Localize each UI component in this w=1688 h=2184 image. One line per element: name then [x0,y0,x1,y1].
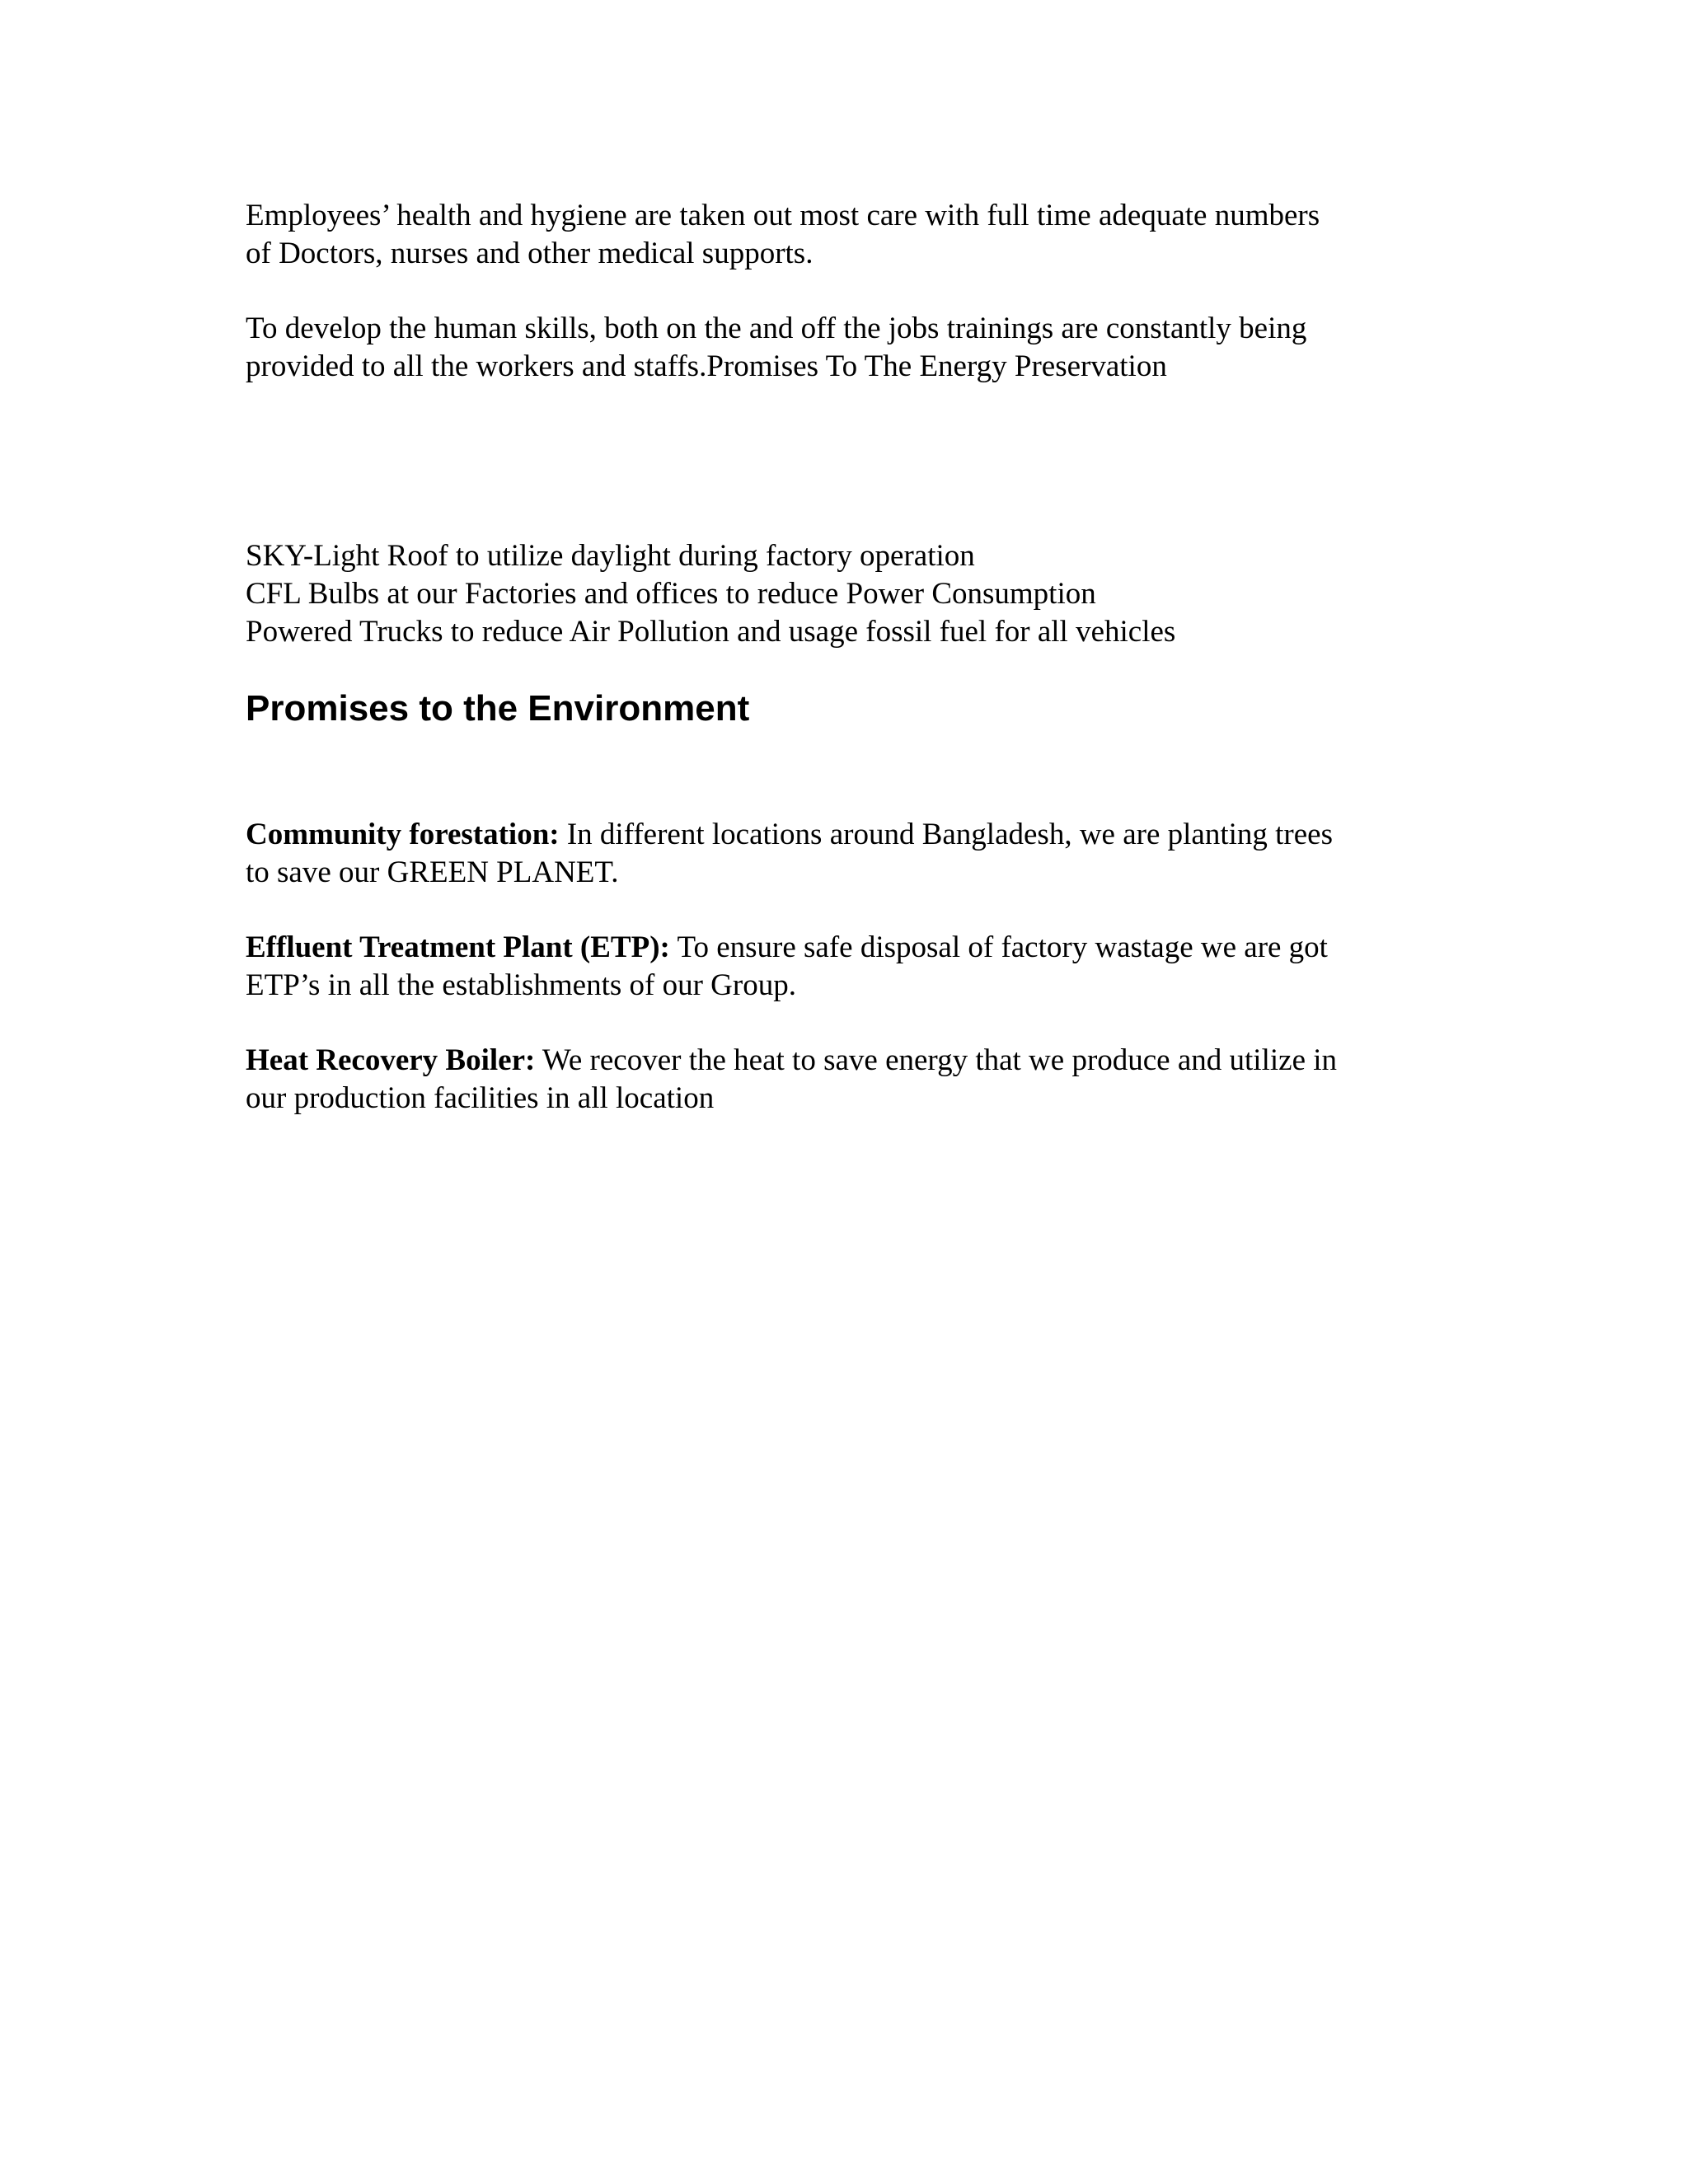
etp-line-1 [246,929,1449,967]
skills-line-1: To develop the human skills, both on the and off the jobs trainings are constantly being [246,312,1307,345]
forestation-line-2: to save our GREEN PLANET. [246,855,619,889]
energy-preservation-list [246,537,1449,651]
boiler-line-2: our production facilities in all location [246,1081,715,1115]
health-line-1: Employees’ health and hygiene are taken out most care with full time adequate numbers [246,199,1320,232]
boiler-line-1 [246,1042,1449,1080]
forestation-paragraph [246,816,1449,892]
forestation-text: In different locations around Bangladesh, we are planting trees [559,818,1333,851]
etp-paragraph [246,929,1449,1005]
etp-label: Effluent Treatment Plant (ETP): [246,930,670,964]
forestation-label: Community forestation: [246,818,560,851]
health-line-2: of Doctors, nurses and other medical supports. [246,237,814,270]
etp-text: To ensure safe disposal of factory wastage we are got [669,930,1328,964]
environment-heading: Promises to the Environment [246,688,750,729]
skills-line-2: provided to all the workers and staffs.Promises To The Energy Preservation [246,349,1167,383]
energy-item-powered-trucks: Powered Trucks to reduce Air Pollution and usage fossil fuel for all vehicles [246,615,1176,649]
skills-paragraph [246,310,1449,386]
etp-line-2: ETP’s in all the establishments of our Group. [246,968,796,1002]
boiler-paragraph [246,1042,1449,1118]
health-paragraph [246,197,1449,273]
energy-item-skylight: SKY-Light Roof to utilize daylight during factory operation [246,539,975,573]
boiler-text: We recover the heat to save energy that we produce and utilize in [535,1043,1338,1077]
energy-item-cfl-bulbs: CFL Bulbs at our Factories and offices to reduce Power Consumption [246,577,1096,611]
forestation-line-1 [246,816,1449,854]
boiler-label: Heat Recovery Boiler: [246,1043,536,1077]
